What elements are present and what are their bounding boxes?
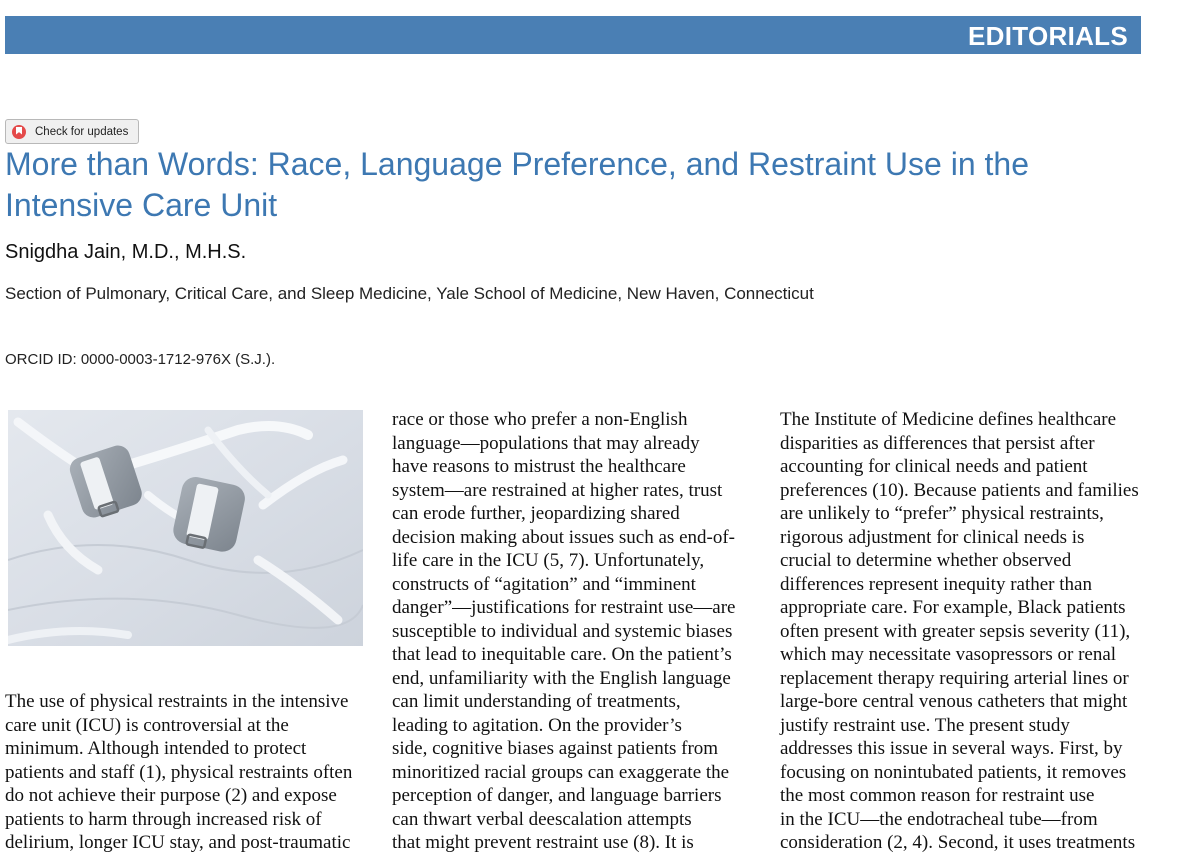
body-column-2: race or those who prefer a non-English language—populations that may already have reasons to mistrust the healthcare system—are restrained at higher rates, trust can erode further, jeopardizing shared decision making about issues such as end-of- life care in the ICU (5, 7). Unfortunately, constructs of “agitation” and “imminent danger”—justifications for restraint use—are susceptible to individual and systemic biases that lead to inequitable care. On the patient’s end, unfamiliarity with the English language can limit understanding of treatments, leading to agitation. On the provider’s side, cognitive biases against patients from minoritized racial groups can exaggerate the perception of danger, and language barriers can thwart verbal deescalation attempts that might prevent restraint use (8). It is — [392, 409, 736, 853]
orcid-id: ORCID ID: 0000-0003-1712-976X (S.J.). — [5, 351, 276, 368]
check-for-updates-label: Check for updates — [35, 125, 129, 138]
section-banner — [5, 16, 1141, 54]
bookmark-icon — [12, 125, 26, 139]
author-affiliation: Section of Pulmonary, Critical Care, and Sleep Medicine, Yale School of Medicine, New Haven, Connecticut — [5, 284, 814, 303]
body-column-1: The use of physical restraints in the intensive care unit (ICU) is controversial at the minimum. Although intended to protect patients and staff (1), physical restraints often do not achieve their purpose (2) and expose patients to harm through increased risk of delirium, longer ICU stay, and post-traumatic — [5, 691, 353, 853]
article-title: More than Words: Race, Language Preference, and Restraint Use in the Intensive Care Unit — [5, 146, 1029, 223]
section-label: EDITORIALS — [968, 21, 1128, 51]
author-name: Snigdha Jain, M.D., M.H.S. — [5, 241, 247, 263]
restraints-photo — [8, 410, 363, 646]
body-column-3: The Institute of Medicine defines healthcare disparities as differences that persist after accounting for clinical needs and patient preferences (10). Because patients and families are unlikely to “prefer” physical restraints, rigorous adjustment for clinical needs is crucial to determine whether observed differences represent inequity rather than appropriate care. For example, Black patients often present with greater sepsis severity (11), which may necessitate vasopressors or renal replacement therapy requiring arterial lines or large-bore central venous catheters that might justify restraint use. The present study addresses this issue in several ways. First, by focusing on nonintubated patients, it removes the most common reason for restraint use in the ICU—the endotracheal tube—from consideration (2, 4). Second, it uses treatments — [780, 409, 1139, 853]
check-for-updates-button[interactable] — [5, 119, 139, 144]
